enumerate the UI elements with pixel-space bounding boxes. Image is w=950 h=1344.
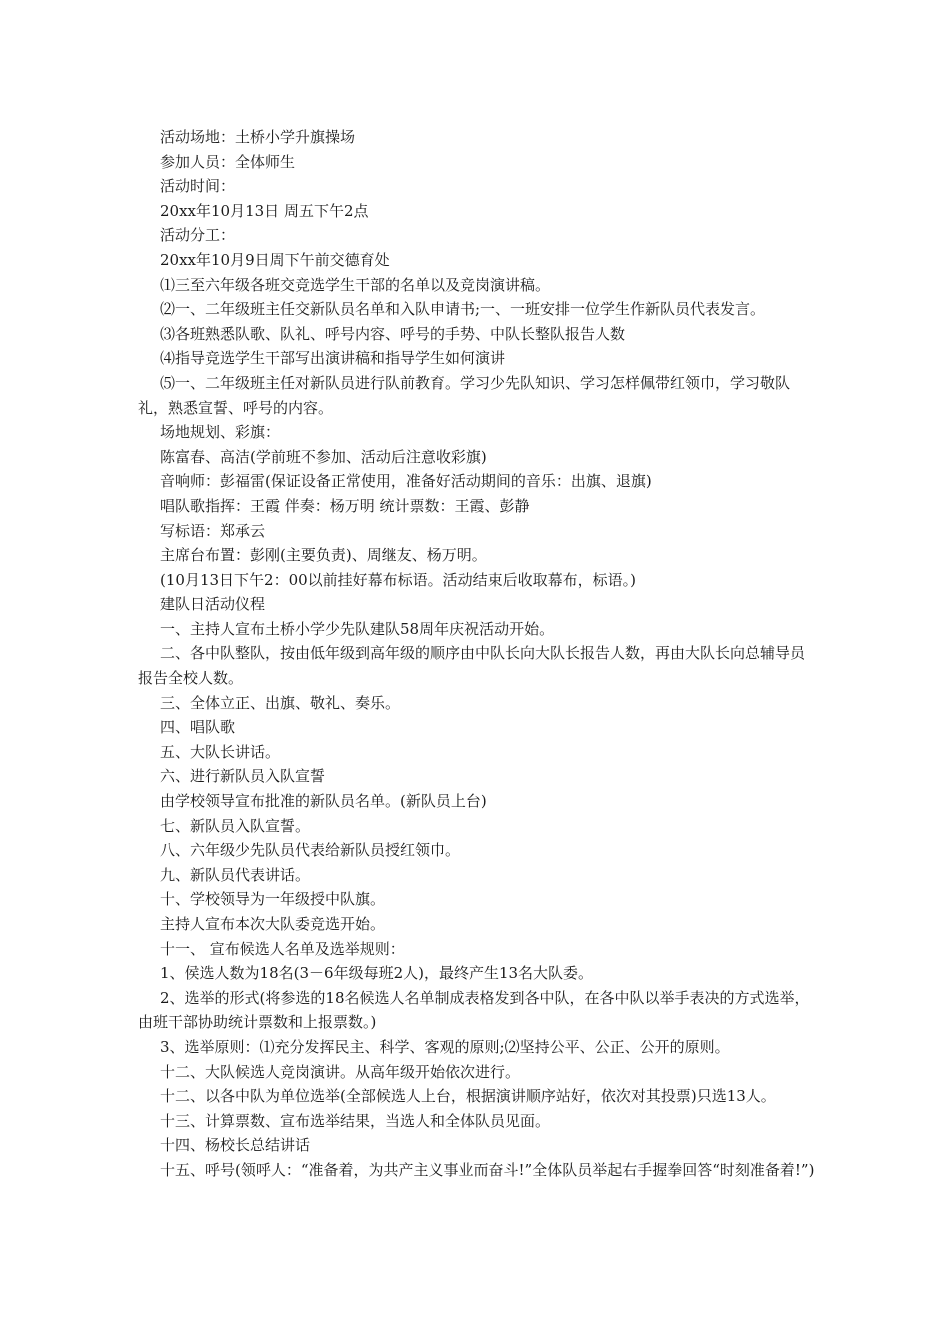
paragraph-sound: 音响师：彭福雷(保证设备正常使用，准备好活动期间的音乐：出旗、退旗) — [160, 472, 652, 491]
paragraph-step-12a: 十二、大队候选人竞岗演讲。从高年级开始依次进行。 — [160, 1062, 521, 1081]
paragraph-step-6: 六、进行新队员入队宣誓 — [160, 767, 326, 786]
paragraph-step-13: 十三、计算票数、宣布选举结果，当选人和全体队员见面。 — [160, 1111, 551, 1130]
paragraph-step-6-note: 由学校领导宣布批准的新队员名单。(新队员上台) — [160, 792, 487, 811]
paragraph-election-start: 主持人宣布本次大队委竞选开始。 — [160, 915, 386, 933]
paragraph-venue: 活动场地：土桥小学升旗操场 — [160, 128, 356, 146]
paragraph-step-3: 三、全体立正、出旗、敬礼、奏乐。 — [160, 693, 401, 712]
paragraph-step-9: 九、新队员代表讲话。 — [160, 865, 311, 884]
paragraph-step-12b: 十二、以各中队为单位选举(全部候选人上台，根据演讲顺序站好，依次对其投票)只选13人。 — [160, 1087, 776, 1106]
paragraph-task-4: ⑷指导竞选学生干部写出演讲稿和指导学生如何演讲 — [160, 349, 506, 368]
paragraph-step-1: 一、主持人宣布土桥小学少先队建队58周年庆祝活动开始。 — [160, 619, 555, 638]
paragraph-division-label: 活动分工： — [160, 226, 236, 245]
paragraph-step-2: 二、各中队整队，按由低年级到高年级的顺序由中队长向大队长报告人数，再由大队长向总辅导员报告全校人数。 — [138, 644, 806, 688]
paragraph-step-10: 十、学校领导为一年级授中队旗。 — [160, 890, 386, 909]
paragraph-task-2: ⑵一、二年级班主任交新队员名单和入队申请书;一、一班安排一位学生作新队员代表发言。 — [160, 300, 766, 319]
paragraph-task-3: ⑶各班熟悉队歌、队礼、呼号内容、呼号的手势、中队长整队报告人数 — [160, 324, 626, 343]
paragraph-deadline: 20xx年10月9日周下午前交德育处 — [160, 250, 390, 269]
paragraph-rule-3: 3、选举原则：⑴充分发挥民主、科学、客观的原则;⑵坚持公平、公正、公开的原则。 — [160, 1037, 730, 1056]
paragraph-song-conductor: 唱队歌指挥：王霞 伴奏：杨万明 统计票数：王霞、彭静 — [160, 496, 530, 515]
paragraph-participants: 参加人员：全体师生 — [160, 152, 296, 171]
paragraph-stage-setup: 主席台布置：彭刚(主要负责)、周继友、杨万明。 — [160, 546, 487, 565]
paragraph-site-flags: 场地规划、彩旗： — [160, 423, 281, 442]
paragraph-time-label: 活动时间： — [160, 177, 236, 196]
paragraph-step-5: 五、大队长讲话。 — [160, 742, 281, 761]
paragraph-step-7: 七、新队员入队宣誓。 — [160, 816, 311, 835]
paragraph-task-5: ⑸一、二年级班主任对新队员进行队前教育。学习少先队知识、学习怎样佩带红领巾，学习敬队礼，熟悉宣誓、呼号的内容。 — [138, 373, 791, 417]
paragraph-step-15: 十五、呼号(领呼人：“准备着，为共产主义事业而奋斗!”全体队员举起右手握拳回答“时刻准备着!”) — [160, 1160, 815, 1179]
paragraph-step-8: 八、六年级少先队员代表给新队员授红领巾。 — [160, 841, 461, 860]
document-body — [138, 125, 818, 1183]
paragraph-time-value: 20xx年10月13日 周五下午2点 — [160, 201, 369, 220]
paragraph-flags-staff: 陈富春、高洁(学前班不参加、活动后注意收彩旗) — [160, 447, 487, 466]
paragraph-step-11: 十一、 宣布候选人名单及选举规则： — [160, 939, 405, 958]
paragraph-step-14: 十四、杨校长总结讲话 — [160, 1136, 311, 1155]
paragraph-task-1: ⑴三至六年级各班交竞选学生干部的名单以及竞岗演讲稿。 — [160, 275, 551, 294]
paragraph-ceremony-heading: 建队日活动仪程 — [160, 595, 266, 614]
paragraph-step-4: 四、唱队歌 — [160, 718, 236, 737]
paragraph-rule-1: 1、侯选人数为18名(3－6年级每班2人)，最终产生13名大队委。 — [160, 964, 594, 983]
paragraph-banner-note: (10月13日下午2：00以前挂好幕布标语。活动结束后收取幕布，标语。) — [160, 570, 637, 589]
paragraph-rule-2: 2、选举的形式(将参选的18名候选人名单制成表格发到各中队，在各中队以举手表决的方式选举，由班干部协助统计票数和上报票数。) — [138, 988, 810, 1032]
paragraph-slogans: 写标语：郑承云 — [160, 521, 266, 540]
